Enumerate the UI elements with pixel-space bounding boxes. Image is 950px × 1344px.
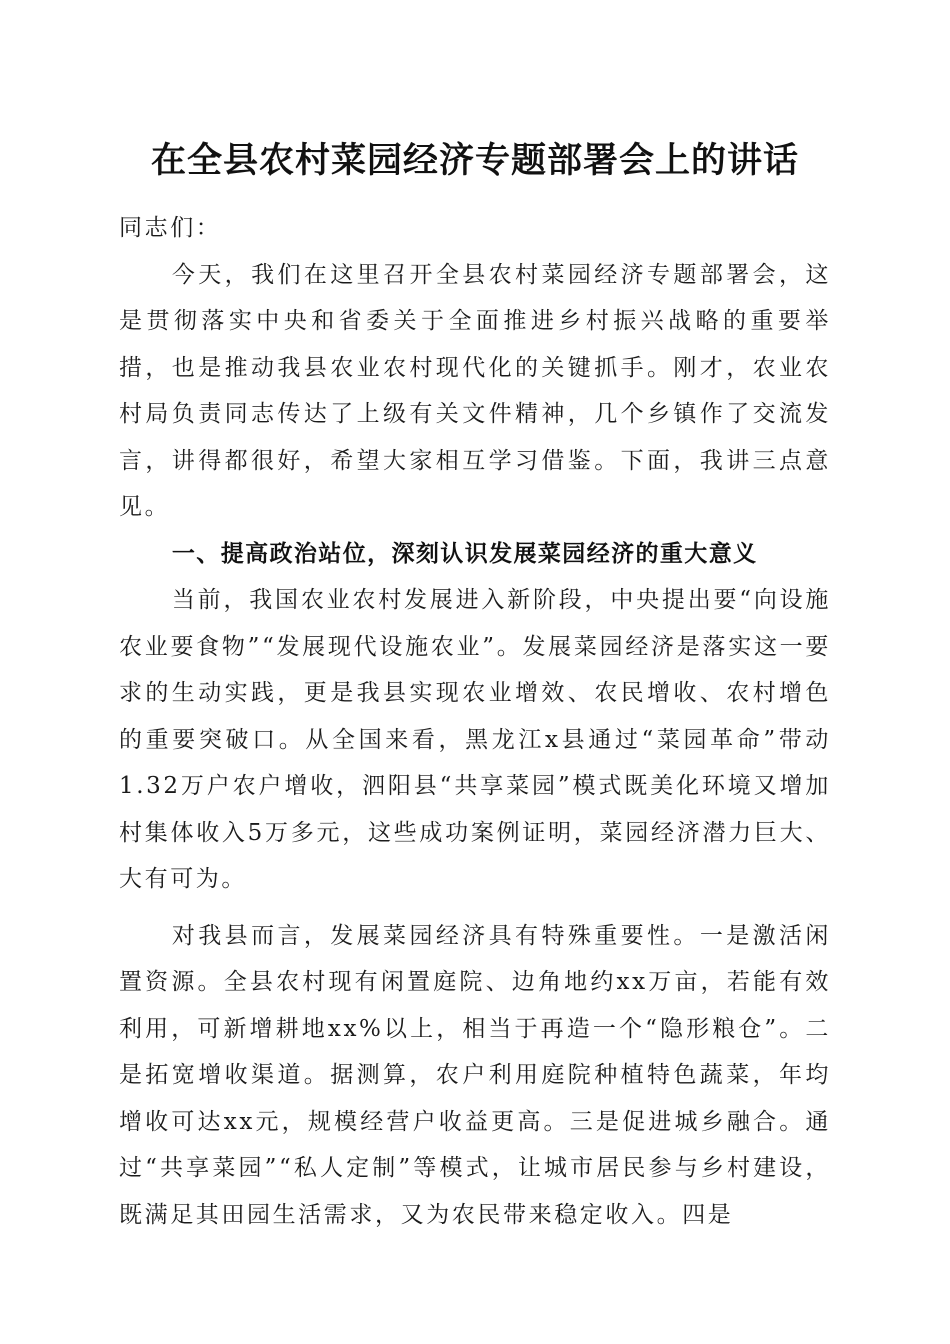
document-body: [119, 205, 831, 1238]
salutation: 同志们：: [119, 215, 222, 241]
section-heading: 一、提高政治站位，深刻认识发展菜园经济的重大意义: [171, 540, 758, 567]
section-paragraph: 当前，我国农业农村发展进入新阶段，中央提出要“向设施农业要食物”“发展现代设施农业”。发展菜园经济是落实这一要求的生动实践，更是我县实现农业增效、农民增收、农村增色的重要突破口。从全国来看，黑龙江x县通过“菜园革命”带动1.32万户农户增收，泗阳县“共享菜园”模式既美化环境又增加村集体收入5万多元，这些成功案例证明，菜园经济潜力巨大、大有可为。: [119, 587, 831, 892]
opening-paragraph: 今天，我们在这里召开全县农村菜园经济专题部署会，这是贯彻落实中央和省委关于全面推进乡村振兴战略的重要举措，也是推动我县农业农村现代化的关键抓手。刚才，农业农村局负责同志传达了上级有关文件精神，几个乡镇作了交流发言，讲得都很好，希望大家相互学习借鉴。下面，我讲三点意见。: [119, 261, 831, 520]
section-paragraph: 对我县而言，发展菜园经济具有特殊重要性。一是激活闲置资源。全县农村现有闲置庭院、边角地约xx万亩，若能有效利用，可新增耕地xx%以上，相当于再造一个“隐形粮仓”。二是拓宽增收渠道。据测算，农户利用庭院种植特色蔬菜，年均增收可达xx元，规模经营户收益更高。三是促进城乡融合。通过“共享菜园”“私人定制”等模式，让城市居民参与乡村建设，既满足其田园生活需求，又为农民带来稳定收入。四是: [119, 922, 831, 1228]
document-title: 在全县农村菜园经济专题部署会上的讲话: [150, 140, 799, 181]
